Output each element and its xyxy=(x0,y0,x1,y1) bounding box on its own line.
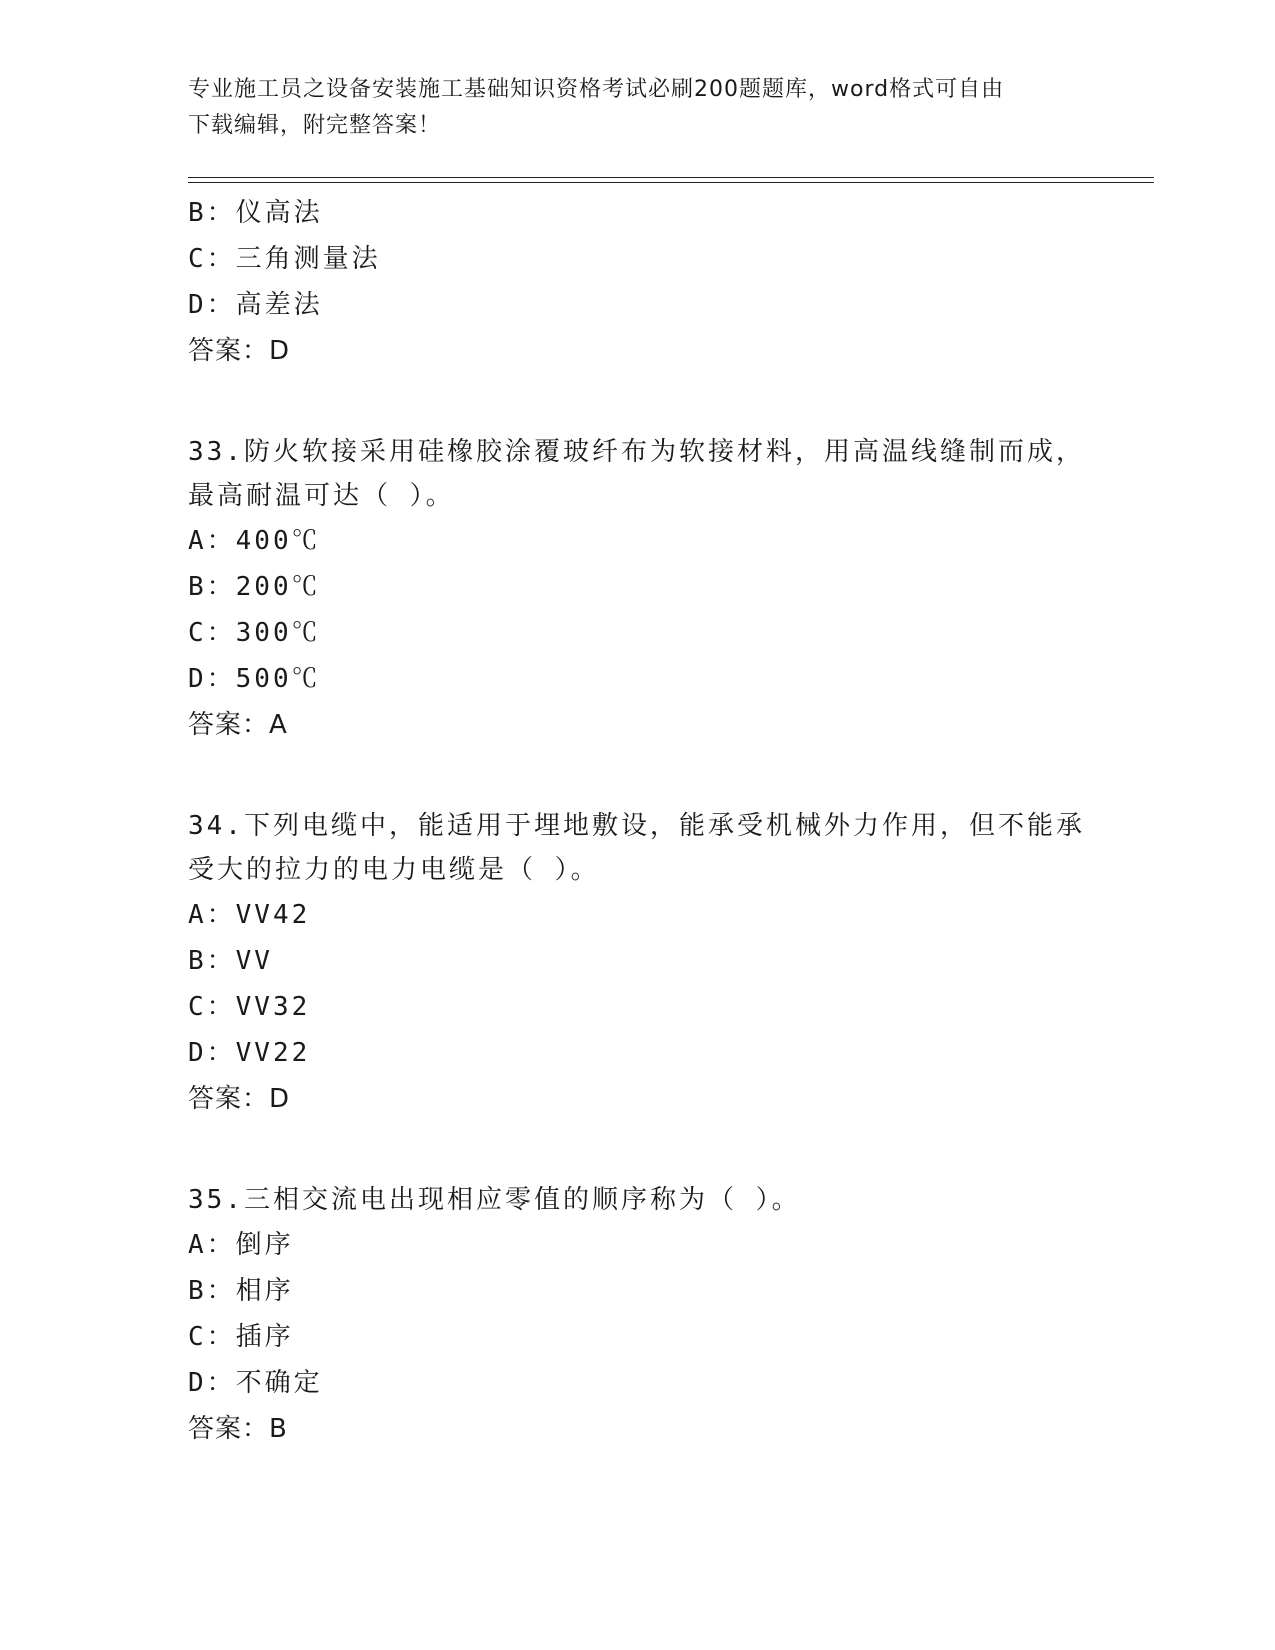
option-c: C：VV32 xyxy=(188,992,311,1022)
header-line-2: 下载编辑，附完整答案！ xyxy=(188,113,442,138)
answer-label: 答案：B xyxy=(188,1414,288,1444)
question-text: 35.三相交流电出现相应零值的顺序称为（ ）。 xyxy=(188,1185,801,1215)
header-divider-bottom xyxy=(188,182,1154,183)
question-34-block xyxy=(188,804,1088,1122)
option-b: B：200℃ xyxy=(188,572,321,602)
option-c: C：300℃ xyxy=(188,618,321,648)
answer-label: 答案：D xyxy=(188,336,291,366)
option-a: A：400℃ xyxy=(188,526,321,556)
document-header xyxy=(188,72,1088,144)
answer-label: 答案：A xyxy=(188,710,288,740)
option-a: A：倒序 xyxy=(188,1230,294,1260)
header-line-1: 专业施工员之设备安装施工基础知识资格考试必刷200题题库，word格式可自由 xyxy=(188,77,1005,102)
question-35-block xyxy=(188,1178,1088,1452)
option-c: C：三角测量法 xyxy=(188,244,381,274)
option-d: D：高差法 xyxy=(188,290,323,320)
option-b: B：相序 xyxy=(188,1276,294,1306)
question-32-block xyxy=(188,190,1088,374)
question-text: 34.下列电缆中，能适用于埋地敷设，能承受机械外力作用，但不能承受大的拉力的电力电缆是（ ）。 xyxy=(188,811,1085,885)
option-c: C：插序 xyxy=(188,1322,294,1352)
header-divider-top xyxy=(188,177,1154,178)
option-b: B：VV xyxy=(188,946,273,976)
question-33-block xyxy=(188,430,1088,748)
option-d: D：不确定 xyxy=(188,1368,323,1398)
option-d: D：VV22 xyxy=(188,1038,311,1068)
option-d: D：500℃ xyxy=(188,664,321,694)
option-b: B：仪高法 xyxy=(188,198,323,228)
question-list xyxy=(188,190,1088,1452)
question-text: 33.防火软接采用硅橡胶涂覆玻纤布为软接材料，用高温线缝制而成，最高耐温可达（ ）。 xyxy=(188,437,1085,511)
option-a: A：VV42 xyxy=(188,900,311,930)
answer-label: 答案：D xyxy=(188,1084,291,1114)
